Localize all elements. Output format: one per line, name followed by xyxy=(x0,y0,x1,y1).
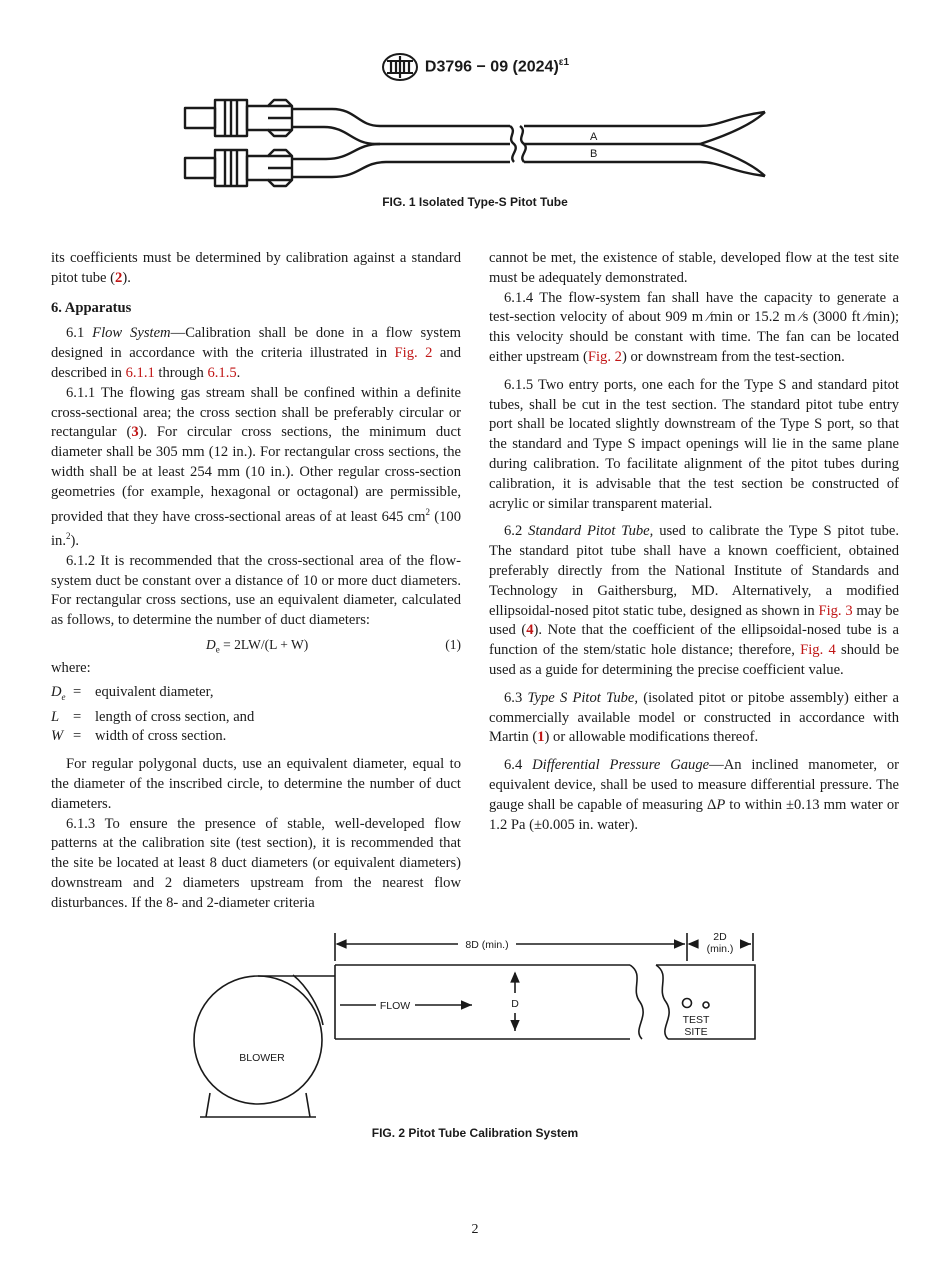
fig1-pitot-tube-drawing xyxy=(180,96,770,188)
dim-2d-label: 2D xyxy=(713,931,727,943)
dim-2d-min-label: (min.) xyxy=(706,943,734,955)
fig3-link[interactable]: Fig. 3 xyxy=(818,602,853,619)
equation-formula: $D_e = 2LW/(L + W)$ xyxy=(206,637,309,655)
fig2-link[interactable]: Fig. 2 xyxy=(587,348,622,365)
right-column xyxy=(489,249,899,835)
duct-diameter-label: D xyxy=(511,998,519,1010)
document-designation: D3796 − 09 $(2024)^{\varepsilon 1}$ xyxy=(424,57,570,76)
paragraph-6-1-3: 6.1.3 To ensure the presence of stable, well-developed flow patterns at the calibration site (test section), it is recommended that the site be located at least 8 duct diameters (or equivalent diameters) downstream and 2 diameters upstream from the nearest flow disturbances. If the 8- and 2-diameter criteria xyxy=(51,815,461,911)
paragraph-6-3: 6.3 Type S Pitot Tube, (isolated pitot or pitobe assembly) either a commercially available model or constructed in accordance with Martin (1) or allowable modifications thereof. xyxy=(489,689,900,746)
paragraph-polygonal: For regular polygonal ducts, use an equivalent diameter, equal to the diameter of the inscribed circle, to determine the number of duct diameters. xyxy=(51,756,461,812)
paragraph-6-1-5: 6.1.5 Two entry ports, one each for the Type S and standard pitot tubes, shall be cut in the test section. The standard pitot tube entry port shall be located slightly downstream of the Type S port, so that the standard and Type S impact openings will lie in the same plane during calibration. To facilitate alignment of the pitot tubes during calibration, it is advisable that the test section be constructed of acrylic or similar transparent material. xyxy=(489,376,899,512)
reference-link[interactable]: 1 xyxy=(537,729,545,746)
section-6-1-1-link[interactable]: 6.1.1 xyxy=(125,364,155,381)
flow-label: FLOW xyxy=(379,1000,411,1012)
fig1-caption: FIG. 1 Isolated Type-S Pitot Tube xyxy=(382,195,568,209)
variable-definitions xyxy=(51,683,461,747)
test-site-label: TEST xyxy=(682,1014,710,1026)
variable-row: L = length of cross section, and xyxy=(51,708,255,725)
paragraph-6-2: 6.2 Standard Pitot Tube, used to calibrate the Type S pitot tube. The standard pitot tube shall have a known coefficient, obtained preferably directly from the National Institute of Standards and Technology in Gaithersburg, MD. Alternatively, a modified ellipsoidal-nosed pitot static tube, designed as shown in Fig. 3 may be used (4). Note that the coefficient of the ellipsoidal-nosed tube is a function of the stem/static hole distance; therefore, Fig. 4 should be used as a guide for determining the precise coefficient value. xyxy=(489,523,900,678)
fig2-calibration-system-drawing xyxy=(190,925,770,1125)
fig2-link[interactable]: Fig. 2 xyxy=(394,345,433,362)
paragraph-6-1-1: 6.1.1 The flowing gas stream shall be confined within a definite cross-sectional area; the cross section shall be preferably circular or rectangular (3). For circular cross sections, the minimum duct diameter shall be 305 mm (12 in.). For rectangular cross sections, the width shall be at least 254 mm (10 in.). Other regular cross-section geometries (for example, hexagonal or octagonal) are permissible, provided that they have cross-sectional areas of at least 645 $cm^2$ (100 in.$^2$). xyxy=(51,384,462,550)
paragraph-6-1-2: 6.1.2 It is recommended that the cross-sectional area of the flow-system duct be constant over a distance of 10 or more duct diameters. For rectangular cross sections, use an equivalent diameter, calculated as follows, to determine the number of duct diameters: xyxy=(51,552,461,629)
dim-8d-label: 8D (min.) xyxy=(465,939,509,951)
paragraph-6-4: 6.4 Differential Pressure Gauge—An inclined manometer, or equivalent device, shall be used to measure differential pressure. The gauge shall be capable of measuring ΔP to within ±0.13 mm water or 1.2 Pa (±0.005 in. water). xyxy=(489,757,900,833)
fig1-label-b: B xyxy=(590,148,598,160)
paragraph-continued: its coefficients must be determined by calibration against a standard pitot tube (2). xyxy=(51,250,461,286)
section-heading: 6. Apparatus xyxy=(51,299,132,316)
page-header xyxy=(0,52,950,87)
reference-link[interactable]: 2 xyxy=(115,269,123,286)
paragraph-6-1-4: 6.1.4 The flow-system fan shall have the capacity to generate a test-section velocity of about 909 m ⁄min or 15.2 m ⁄s (3000 ft ⁄min); this velocity should be constant with time. The fan can be located either upstream (Fig. 2) or downstream from the test-section. xyxy=(489,289,899,365)
paragraph-6-1: 6.1 Flow System—Calibration shall be done in a flow system designed in accordance with the criteria illustrated in Fig. 2 and described in 6.1.1 through 6.1.5. xyxy=(51,325,461,381)
reference-link[interactable]: 4 xyxy=(526,622,534,639)
test-site-label-2: SITE xyxy=(684,1026,708,1038)
paragraph-continued: cannot be met, the existence of stable, developed flow at the test site must be adequately demonstrated. xyxy=(489,250,899,286)
section-6-1-5-link[interactable]: 6.1.5 xyxy=(207,364,237,381)
equation-1 xyxy=(51,631,461,659)
reference-link[interactable]: 3 xyxy=(131,424,139,441)
fig4-link[interactable]: Fig. 4 xyxy=(800,642,836,659)
page-number: 2 xyxy=(471,1222,479,1237)
astm-logo-icon xyxy=(381,52,419,82)
fig1-label-a: A xyxy=(590,131,598,143)
blower-label: BLOWER xyxy=(239,1052,285,1064)
variable-row: W = width of cross section. xyxy=(51,728,227,745)
where-label: where: xyxy=(51,660,91,677)
variable-row: $D_e$ = equivalent diameter, xyxy=(51,683,214,702)
equation-number: (1) xyxy=(445,637,461,653)
fig2-caption: FIG. 2 Pitot Tube Calibration System xyxy=(371,1126,579,1140)
left-column xyxy=(51,249,461,914)
